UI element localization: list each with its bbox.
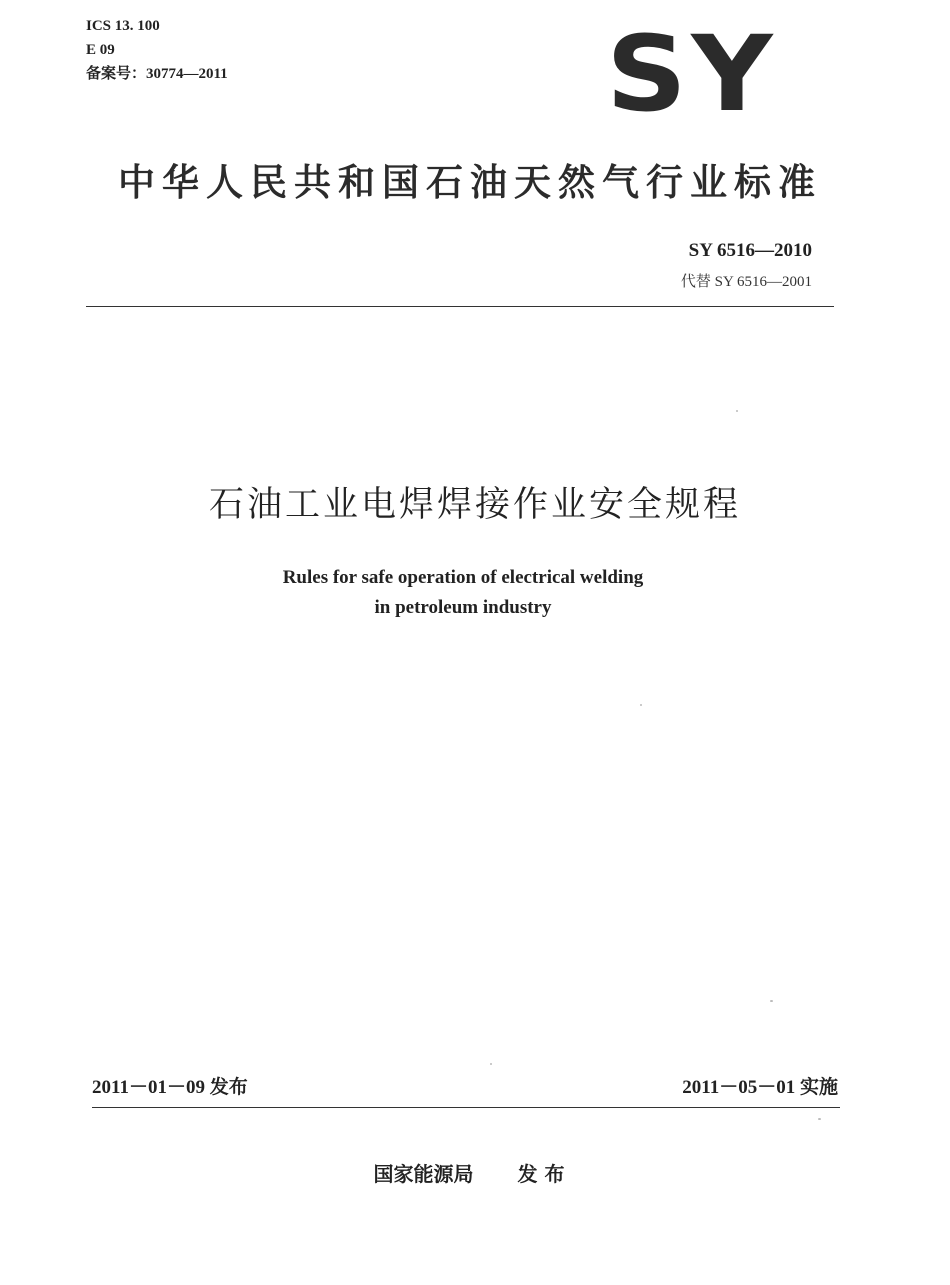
issue-action: 发 布: [517, 1162, 565, 1186]
scan-speck: [818, 1118, 821, 1120]
scan-speck: [736, 410, 738, 412]
scan-speck: [770, 1000, 773, 1002]
document-title-zh: 石油工业电焊焊接作业安全规程: [208, 485, 741, 525]
top-divider: [86, 306, 834, 307]
sy-logo: SY: [606, 13, 777, 135]
standard-code: SY 6516—2010: [688, 240, 812, 261]
document-title-en-line-2: in petroleum industry: [374, 597, 552, 618]
issue-date: 2011－01－09 发布: [92, 1077, 248, 1098]
classification-code: E 09: [86, 42, 115, 58]
ics-code: ICS 13. 100: [86, 18, 160, 34]
bottom-divider: [92, 1107, 840, 1108]
document-title-en: [0, 563, 926, 623]
scan-speck: [490, 1063, 492, 1065]
standard-body-title: 中华人民共和国石油天然气行业标准: [118, 161, 822, 204]
issuer-line: [0, 1158, 938, 1187]
document-title-en-line-1: Rules for safe operation of electrical welding: [282, 567, 644, 588]
filing-number: 备案号：30774—2011: [86, 66, 228, 82]
replaces-standard: 代替 SY 6516—2001: [680, 274, 812, 290]
document-metadata: [86, 14, 228, 86]
scan-speck: [640, 704, 642, 706]
issuing-authority: 国家能源局: [373, 1162, 474, 1186]
implementation-date: 2011－05－01 实施: [682, 1077, 838, 1098]
